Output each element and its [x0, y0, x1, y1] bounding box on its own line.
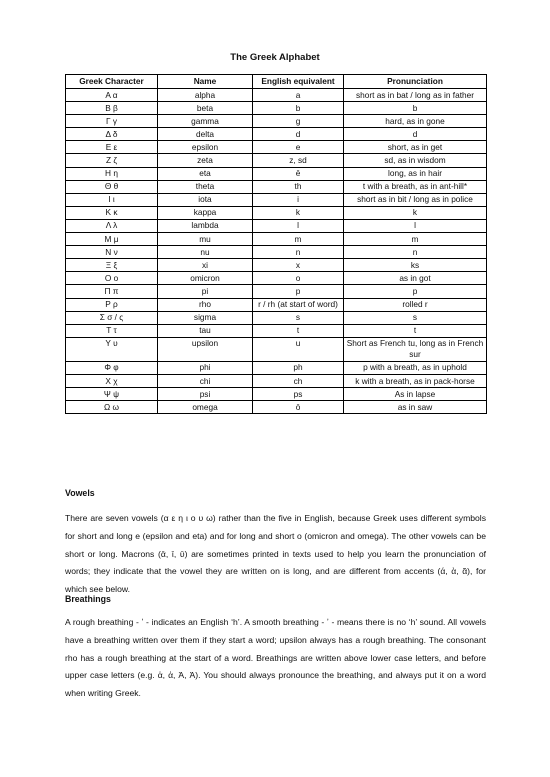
- cell-name: lambda: [158, 219, 253, 232]
- table-row: [66, 219, 487, 232]
- cell-name: rho: [158, 298, 253, 311]
- column-header-pronunciation: Pronunciation: [344, 75, 487, 89]
- table-row: [66, 272, 487, 285]
- document-title: The Greek Alphabet: [230, 52, 320, 63]
- cell-greek-character: Σ σ / ς: [66, 311, 158, 324]
- column-header-name: Name: [158, 75, 253, 89]
- cell-pronunciation: long, as in hair: [344, 167, 487, 180]
- cell-greek-character: Α α: [66, 89, 158, 102]
- cell-name: chi: [158, 375, 253, 388]
- table-header-row: [66, 75, 487, 89]
- table-row: [66, 167, 487, 180]
- cell-name: kappa: [158, 206, 253, 219]
- cell-pronunciation: t: [344, 324, 487, 337]
- breathings-paragraph: A rough breathing - ʽ - indicates an English ‘h’. A smooth breathing - ʼ - means there is no ‘h’ sound. All vowels have a breathing written over them if they start a word; upsilon always has a rough breathing. The consonant rho has a rough breathing at the start of a word. Breathings are written above lower case letters, and before upper case letters (e.g. ἁ, ἀ, Ἁ, Ἀ). You should always pronounce the breathing, and always put it on a word when writing Greek.: [65, 617, 486, 699]
- cell-english-equivalent: ō: [253, 401, 344, 414]
- cell-english-equivalent: x: [253, 259, 344, 272]
- cell-greek-character: Λ λ: [66, 219, 158, 232]
- cell-name: pi: [158, 285, 253, 298]
- cell-name: sigma: [158, 311, 253, 324]
- vowels-paragraph: There are seven vowels (α ε η ι ο υ ω) rather than the five in English, because Greek uses different symbols for short and long e (epsilon and eta) and for long and short o (omicron and omega). The other vowels can be short or long. Macrons (ᾱ, ῑ, ῡ) are sometimes printed in texts used to help you learn the pronunciation of words; they indicate that the vowel they are written on is long, and are different from accents (ά, ὰ, ᾶ), for which see below.: [65, 513, 486, 595]
- cell-english-equivalent: k: [253, 206, 344, 219]
- cell-name: psi: [158, 388, 253, 401]
- cell-greek-character: Β β: [66, 102, 158, 115]
- column-header-english-equivalent: English equivalent: [253, 75, 344, 89]
- cell-pronunciation: hard, as in gone: [344, 115, 487, 128]
- cell-greek-character: Ν ν: [66, 246, 158, 259]
- cell-name: omega: [158, 401, 253, 414]
- cell-english-equivalent: o: [253, 272, 344, 285]
- cell-pronunciation: b: [344, 102, 487, 115]
- cell-english-equivalent: m: [253, 233, 344, 246]
- cell-pronunciation: s: [344, 311, 487, 324]
- cell-name: epsilon: [158, 141, 253, 154]
- cell-english-equivalent: s: [253, 311, 344, 324]
- cell-pronunciation: m: [344, 233, 487, 246]
- cell-pronunciation: k with a breath, as in pack-horse: [344, 375, 487, 388]
- table-row: [66, 128, 487, 141]
- cell-pronunciation: sd, as in wisdom: [344, 154, 487, 167]
- cell-greek-character: Χ χ: [66, 375, 158, 388]
- cell-greek-character: Γ γ: [66, 115, 158, 128]
- table-row: [66, 259, 487, 272]
- cell-name: tau: [158, 324, 253, 337]
- table-row: [66, 141, 487, 154]
- cell-pronunciation: short as in bit / long as in police: [344, 193, 487, 206]
- cell-name: iota: [158, 193, 253, 206]
- cell-pronunciation: n: [344, 246, 487, 259]
- cell-english-equivalent: ch: [253, 375, 344, 388]
- cell-english-equivalent: ps: [253, 388, 344, 401]
- cell-greek-character: Φ φ: [66, 361, 158, 374]
- table-row: [66, 388, 487, 401]
- cell-english-equivalent: l: [253, 219, 344, 232]
- cell-name: phi: [158, 361, 253, 374]
- table-row: [66, 361, 487, 374]
- cell-greek-character: Ω ω: [66, 401, 158, 414]
- cell-greek-character: Ο ο: [66, 272, 158, 285]
- cell-english-equivalent: ph: [253, 361, 344, 374]
- cell-greek-character: Ε ε: [66, 141, 158, 154]
- cell-greek-character: Π π: [66, 285, 158, 298]
- cell-name: theta: [158, 180, 253, 193]
- table-row: [66, 102, 487, 115]
- cell-pronunciation: l: [344, 219, 487, 232]
- table-row: [66, 311, 487, 324]
- cell-pronunciation: short, as in get: [344, 141, 487, 154]
- cell-pronunciation: as in saw: [344, 401, 487, 414]
- cell-greek-character: Ρ ρ: [66, 298, 158, 311]
- cell-pronunciation: As in lapse: [344, 388, 487, 401]
- cell-english-equivalent: n: [253, 246, 344, 259]
- cell-pronunciation: d: [344, 128, 487, 141]
- cell-name: zeta: [158, 154, 253, 167]
- table-row: [66, 337, 487, 361]
- cell-english-equivalent: z, sd: [253, 154, 344, 167]
- cell-greek-character: Ψ ψ: [66, 388, 158, 401]
- cell-english-equivalent: t: [253, 324, 344, 337]
- table-row: [66, 89, 487, 102]
- table-body: [66, 89, 487, 414]
- cell-english-equivalent: d: [253, 128, 344, 141]
- table-row: [66, 233, 487, 246]
- cell-pronunciation: p: [344, 285, 487, 298]
- cell-pronunciation: t with a breath, as in ant-hill*: [344, 180, 487, 193]
- table-row: [66, 193, 487, 206]
- cell-greek-character: Τ τ: [66, 324, 158, 337]
- cell-english-equivalent: th: [253, 180, 344, 193]
- cell-name: nu: [158, 246, 253, 259]
- cell-english-equivalent: r / rh (at start of word): [253, 298, 344, 311]
- cell-pronunciation: short as in bat / long as in father: [344, 89, 487, 102]
- cell-name: delta: [158, 128, 253, 141]
- table-row: [66, 154, 487, 167]
- column-header-greek-character: Greek Character: [66, 75, 158, 89]
- cell-pronunciation: p with a breath, as in uphold: [344, 361, 487, 374]
- cell-english-equivalent: u: [253, 337, 344, 361]
- cell-greek-character: Η η: [66, 167, 158, 180]
- cell-english-equivalent: i: [253, 193, 344, 206]
- cell-name: eta: [158, 167, 253, 180]
- cell-greek-character: Θ θ: [66, 180, 158, 193]
- cell-pronunciation: as in got: [344, 272, 487, 285]
- cell-name: mu: [158, 233, 253, 246]
- breathings-heading: Breathings: [65, 594, 111, 604]
- cell-pronunciation: Short as French tu, long as in French sur: [344, 337, 487, 361]
- table-row: [66, 180, 487, 193]
- cell-english-equivalent: g: [253, 115, 344, 128]
- table-row: [66, 115, 487, 128]
- cell-english-equivalent: ē: [253, 167, 344, 180]
- table-row: [66, 324, 487, 337]
- cell-english-equivalent: e: [253, 141, 344, 154]
- cell-greek-character: Μ μ: [66, 233, 158, 246]
- table-row: [66, 246, 487, 259]
- cell-name: omicron: [158, 272, 253, 285]
- table-row: [66, 285, 487, 298]
- cell-english-equivalent: b: [253, 102, 344, 115]
- cell-name: beta: [158, 102, 253, 115]
- cell-name: xi: [158, 259, 253, 272]
- cell-name: upsilon: [158, 337, 253, 361]
- cell-pronunciation: k: [344, 206, 487, 219]
- cell-pronunciation: rolled r: [344, 298, 487, 311]
- cell-greek-character: Κ κ: [66, 206, 158, 219]
- cell-greek-character: Ζ ζ: [66, 154, 158, 167]
- cell-greek-character: Ι ι: [66, 193, 158, 206]
- greek-alphabet-table: [65, 74, 487, 414]
- table-row: [66, 298, 487, 311]
- cell-english-equivalent: p: [253, 285, 344, 298]
- table-row: [66, 375, 487, 388]
- table-row: [66, 206, 487, 219]
- cell-name: alpha: [158, 89, 253, 102]
- cell-name: gamma: [158, 115, 253, 128]
- cell-greek-character: Δ δ: [66, 128, 158, 141]
- vowels-heading: Vowels: [65, 488, 95, 498]
- cell-pronunciation: ks: [344, 259, 487, 272]
- cell-english-equivalent: a: [253, 89, 344, 102]
- table-row: [66, 401, 487, 414]
- cell-greek-character: Ξ ξ: [66, 259, 158, 272]
- cell-greek-character: Υ υ: [66, 337, 158, 361]
